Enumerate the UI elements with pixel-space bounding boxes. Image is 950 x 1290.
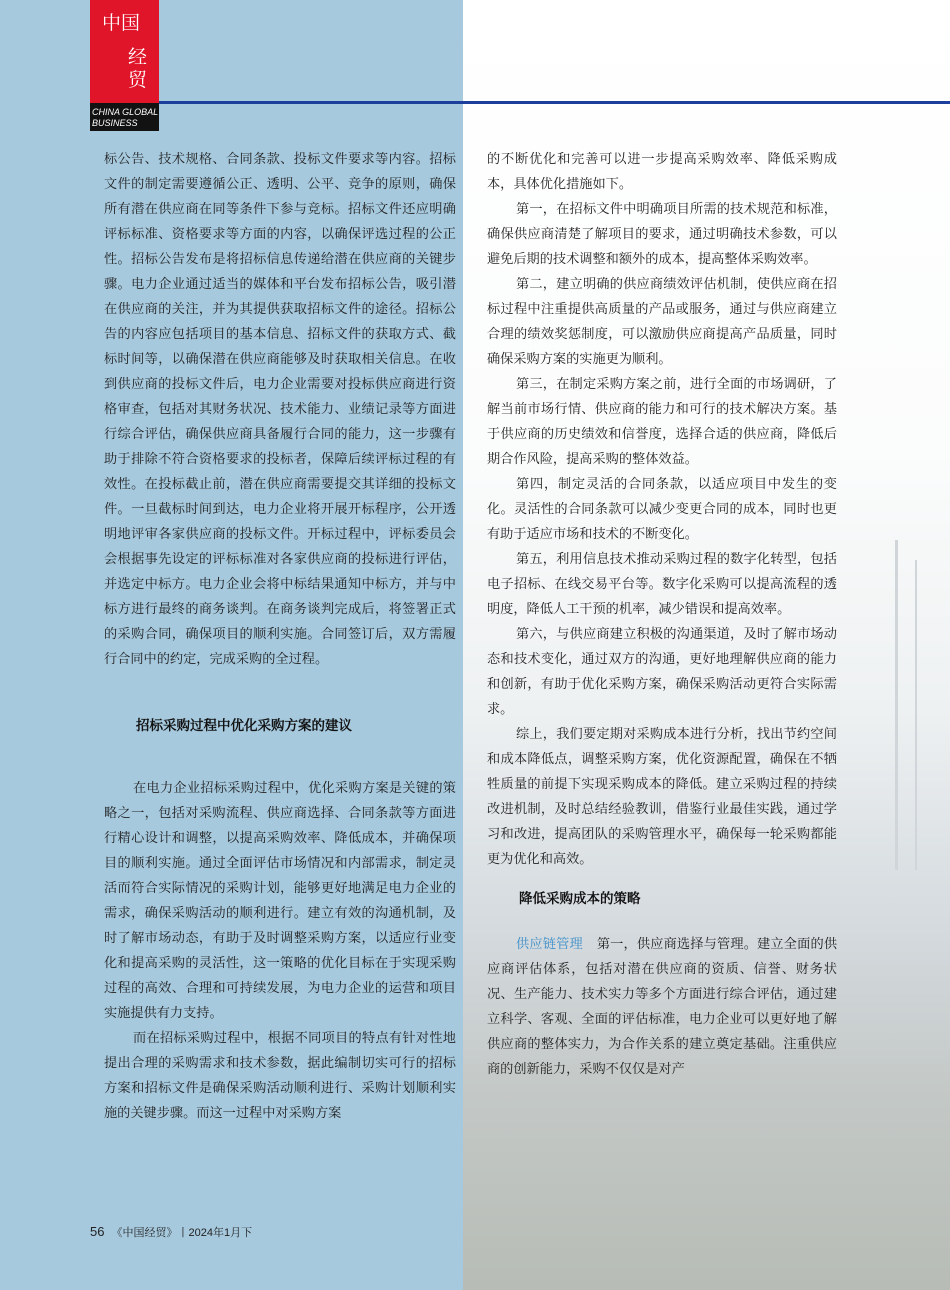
right-text-column [487,147,837,1082]
paragraph [487,932,837,1082]
page-number: 56 [90,1224,105,1239]
section-heading: 降低采购成本的策略 [519,891,641,907]
power-pole-silhouette [895,540,898,870]
section-tag: 供应链管理 [516,937,583,952]
paragraph: 而在招标采购过程中，根据不同项目的特点有针对性地提出合理的采购需求和技术参数，据此编制切实可行的招标方案和招标文件是确保采购活动顺利进行、采购计划顺利实施的关键步骤。而这一过程中对采购方案 [104,1031,456,1121]
section-heading: 招标采购过程中优化采购方案的建议 [136,718,352,734]
paragraph: 综上，我们要定期对采购成本进行分析，找出节约空间和成本降低点，调整采购方案，优化资源配置，确保在不牺牲质量的前提下实现采购成本的降低。建立采购过程的持续改进机制，及时总结经验教训，借鉴行业最佳实践，通过学习和改进，提高团队的采购管理水平，确保每一轮采购都能更为优化和高效。 [487,727,837,867]
paragraph: 第三，在制定采购方案之前，进行全面的市场调研，了解当前市场行情、供应商的能力和可行的技术解决方案。基于供应商的历史绩效和信誉度，选择合适的供应商，降低后期合作风险，提高采购的整体效益。 [487,377,837,467]
masthead-english-title: CHINA GLOBAL BUSINESS [90,103,159,131]
header-divider [159,101,950,104]
power-pole-silhouette [915,560,917,870]
publication-info: 《中国经贸》丨2024年1月下 [111,1227,253,1239]
paragraph: 第六，与供应商建立积极的沟通渠道，及时了解市场动态和技术变化，通过双方的沟通，更好地理解供应商的能力和创新，有助于优化采购方案，确保采购活动更符合实际需求。 [487,627,837,717]
left-text-column [104,147,456,1126]
masthead-logo [90,0,159,103]
paragraph: 第五，利用信息技术推动采购过程的数字化转型，包括电子招标、在线交易平台等。数字化采购可以提高流程的透明度，降低人工干预的机率，减少错误和提高效率。 [487,552,837,617]
paragraph: 第二，建立明确的供应商绩效评估机制，使供应商在招标过程中注重提供高质量的产品或服务，通过与供应商建立合理的绩效奖惩制度，可以激励供应商提高产品质量，同时确保采购方案的实施更为顺利。 [487,277,837,367]
paragraph: 第一，在招标文件中明确项目所需的技术规范和标准，确保供应商清楚了解项目的要求，通过明确技术参数，可以避免后期的技术调整和额外的成本，提高整体采购效率。 [487,202,837,267]
paragraph-text: 第一，供应商选择与管理。建立全面的供应商评估体系，包括对潜在供应商的资质、信誉、财务状况、生产能力、技术实力等多个方面进行综合评估，通过建立科学、客观、全面的评估标准，电力企业可以更好地了解供应商的整体实力，为合作关系的建立奠定基础。注重供应商的创新能力，采购不仅仅是对产 [487,937,838,1077]
paragraph: 在电力企业招标采购过程中，优化采购方案是关键的策略之一，包括对采购流程、供应商选择、合同条款等方面进行精心设计和调整，以提高采购效率、降低成本，并确保项目的顺利实施。通过全面评估市场情况和内部需求，制定灵活而符合实际情况的采购计划，能够更好地满足电力企业的需求，确保采购活动的顺利进行。建立有效的沟通机制，及时了解市场动态，有助于及时调整采购方案，以适应行业变化和提高采购的灵活性，这一策略的优化目标在于实现采购过程的高效、合理和可持续发展，为电力企业的运营和项目实施提供有力支持。 [104,781,456,1021]
masthead-logo-line2: 经贸 [128,46,148,91]
paragraph: 第四，制定灵活的合同条款，以适应项目中发生的变化。灵活性的合同条款可以减少变更合同的成本，同时也更有助于适应市场和技术的不断变化。 [487,477,837,542]
paragraph: 标公告、技术规格、合同条款、投标文件要求等内容。招标文件的制定需要遵循公正、透明、公平、竞争的原则，确保所有潜在供应商在同等条件下参与竞标。招标文件还应明确评标标准、资格要求等方面的内容，以确保评选过程的公正性。招标公告发布是将招标信息传递给潜在供应商的关键步骤。电力企业通过适当的媒体和平台发布招标公告，吸引潜在供应商的关注，并为其提供获取招标文件的途径。招标公告的内容应包括项目的基本信息、招标文件的获取方式、截标时间等，以确保潜在供应商能够及时获取相关信息。在收到供应商的投标文件后，电力企业需要对投标供应商进行资格审查，包括对其财务状况、技术能力、业绩记录等方面进行综合评估，确保供应商具备履行合同的能力，这一步骤有助于排除不符合资格要求的投标者，保障后续评标过程的有效性。在投标截止前，潜在供应商需要提交其详细的投标文件。一旦截标时间到达，电力企业将开展开标程序，公开透明地评审各家供应商的投标文件。开标过程中，评标委员会会根据事先设定的评标标准对各家供应商的投标进行评估，并选定中标方。电力企业会将中标结果通知中标方，并与中标方进行最终的商务谈判。在商务谈判完成后，将签署正式的采购合同，确保项目的顺利实施。合同签订后，双方需履行合同中的约定，完成采购的全过程。 [104,152,456,667]
paragraph: 的不断优化和完善可以进一步提高采购效率、降低采购成本，具体优化措施如下。 [487,152,837,192]
masthead-logo-line1: 中国 [102,12,141,34]
page-footer [90,1224,252,1240]
